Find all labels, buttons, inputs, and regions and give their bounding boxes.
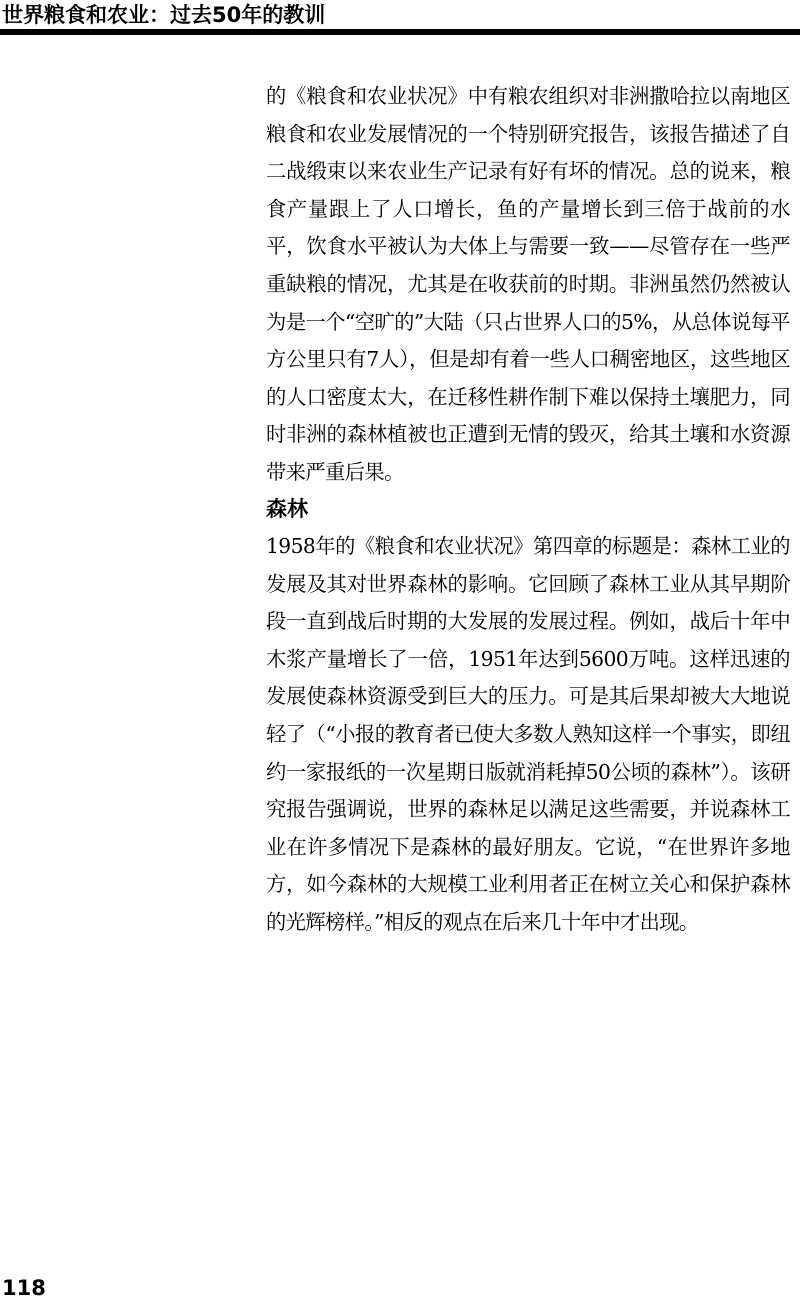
text-column-top <box>266 78 790 492</box>
text-column-bottom <box>266 528 790 942</box>
body-paragraph: 1958年的《粮食和农业状况》第四章的标题是：森林工业的发展及其对世界森林的影响。它回顾了森林工业从其早期阶段一直到战后时期的大发展的发展过程。例如，战后十年中木浆产量增长了一倍，1951年达到5600万吨。这样迅速的发展使森林资源受到巨大的压力。可是其后果却被大大地说轻了（“小报的教育者已使大多数人熟知这样一个事实，即纽约一家报纸的一次星期日版就消耗掉50公顷的森林”）。该研究报告强调说，世界的森林足以满足这些需要，并说森林工业在许多情况下是森林的最好朋友。它说，“在世界许多地方，如今森林的大规模工业利用者正在树立关心和保护森林的光辉榜样。”相反的观点在后来几十年中才出现。 <box>266 534 790 934</box>
header-rule <box>0 29 800 35</box>
body-paragraph: 的《粮食和农业状况》中有粮农组织对非洲撒哈拉以南地区粮食和农业发展情况的一个特别研究报告，该报告描述了自二战缎束以来农业生产记录有好有坏的情况。总的说来，粮食产量跟上了人口增长，鱼的产量增长到三倍于战前的水平，饮食水平被认为大体上与需要一致——尽管存在一些严重缺粮的情况，尤其是在收获前的时期。非洲虽然仍然被认为是一个“空旷的”大陆（只占世界人口的5%，从总体说每平方公里只有7人），但是却有着一些人口稠密地区，这些地区的人口密度太大，在迁移性耕作制下难以保持土壤肥力，同时非洲的森林植被也正遭到无情的毁灭，给其土壤和水资源带来严重后果。 <box>266 84 790 484</box>
running-title: 世界粮食和农业：过去50年的教训 <box>2 3 326 27</box>
page-number: 118 <box>2 1276 46 1300</box>
running-header <box>0 0 800 36</box>
section-heading: 森林 <box>266 497 308 521</box>
